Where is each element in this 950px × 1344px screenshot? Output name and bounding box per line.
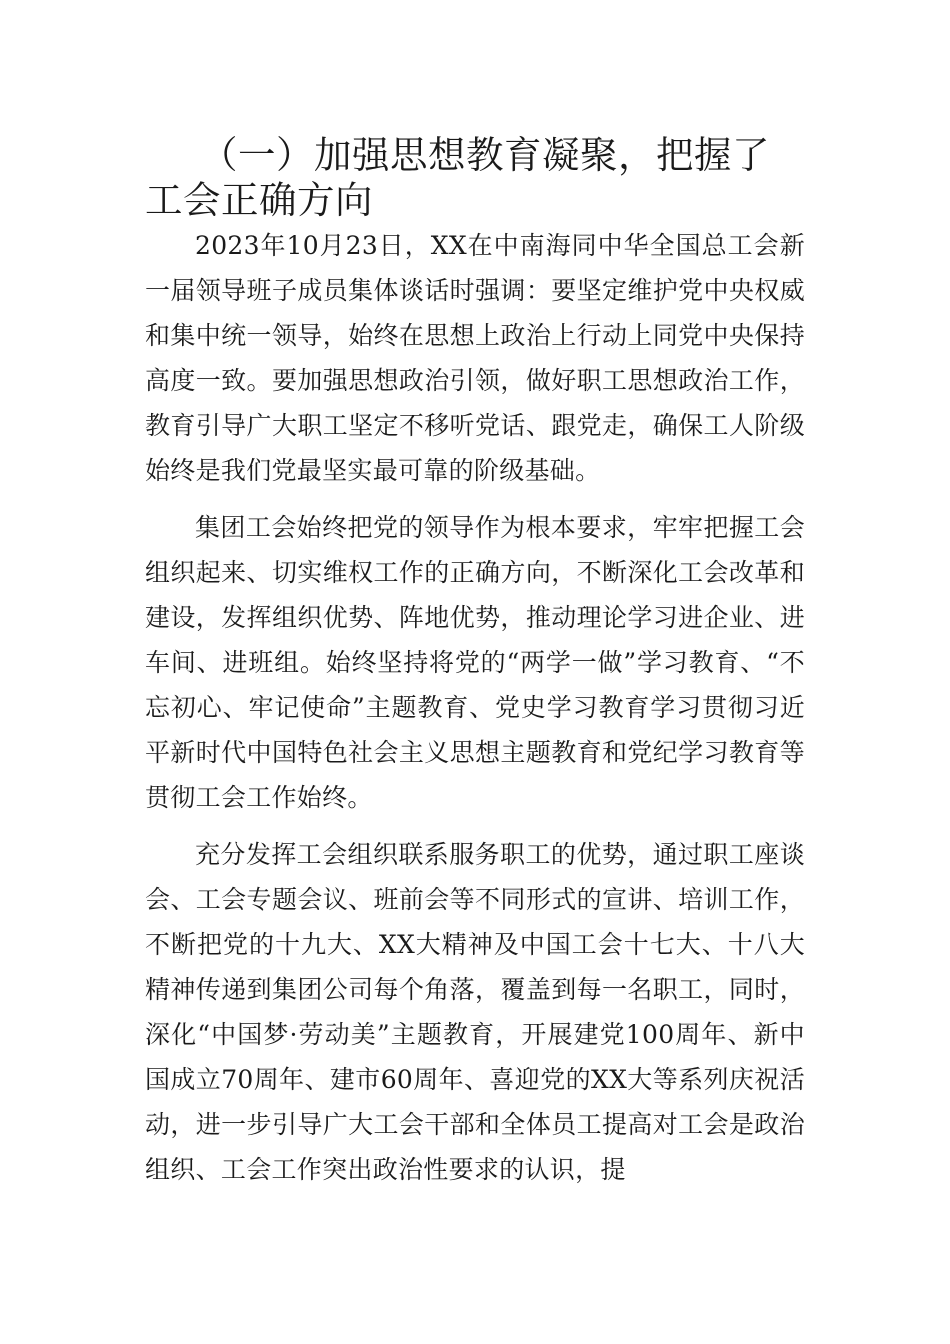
paragraph-3: 充分发挥工会组织联系服务职工的优势，通过职工座谈会、工会专题会议、班前会等不同形式的宣讲、培训工作，不断把党的十九大、XX大精神及中国工会十七大、十八大精神传递到集团公司每个角落，覆盖到每一名职工，同时，深化“中国梦·劳动美”主题教育，开展建党100周年、新中国成立70周年、建市60周年、喜迎党的XX大等系列庆祝活动，进一步引导广大工会干部和全体员工提高对工会是政治组织、工会工作突出政治性要求的认识，提 xyxy=(145,840,805,1184)
document-body xyxy=(145,133,805,1192)
paragraph-1: 2023年10月23日，XX在中南海同中华全国总工会新一届领导班子成员集体谈话时强调：要坚定维护党中央权威和集中统一领导，始终在思想上政治上行动上同党中央保持高度一致。要加强思想政治引领，做好职工思想政治工作，教育引导广大职工坚定不移听党话、跟党走，确保工人阶级始终是我们党最坚实最可靠的阶级基础。 xyxy=(145,231,805,485)
paragraph-2: 集团工会始终把党的领导作为根本要求，牢牢把握工会组织起来、切实维权工作的正确方向，不断深化工会改革和建设，发挥组织优势、阵地优势，推动理论学习进企业、进车间、进班组。始终坚持将党的“两学一做”学习教育、“不忘初心、牢记使命”主题教育、党史学习教育学习贯彻习近平新时代中国特色社会主义思想主题教育和党纪学习教育等贯彻工会工作始终。 xyxy=(145,513,805,812)
section-heading: （一）加强思想教育凝聚，把握了工会正确方向 xyxy=(145,133,770,222)
